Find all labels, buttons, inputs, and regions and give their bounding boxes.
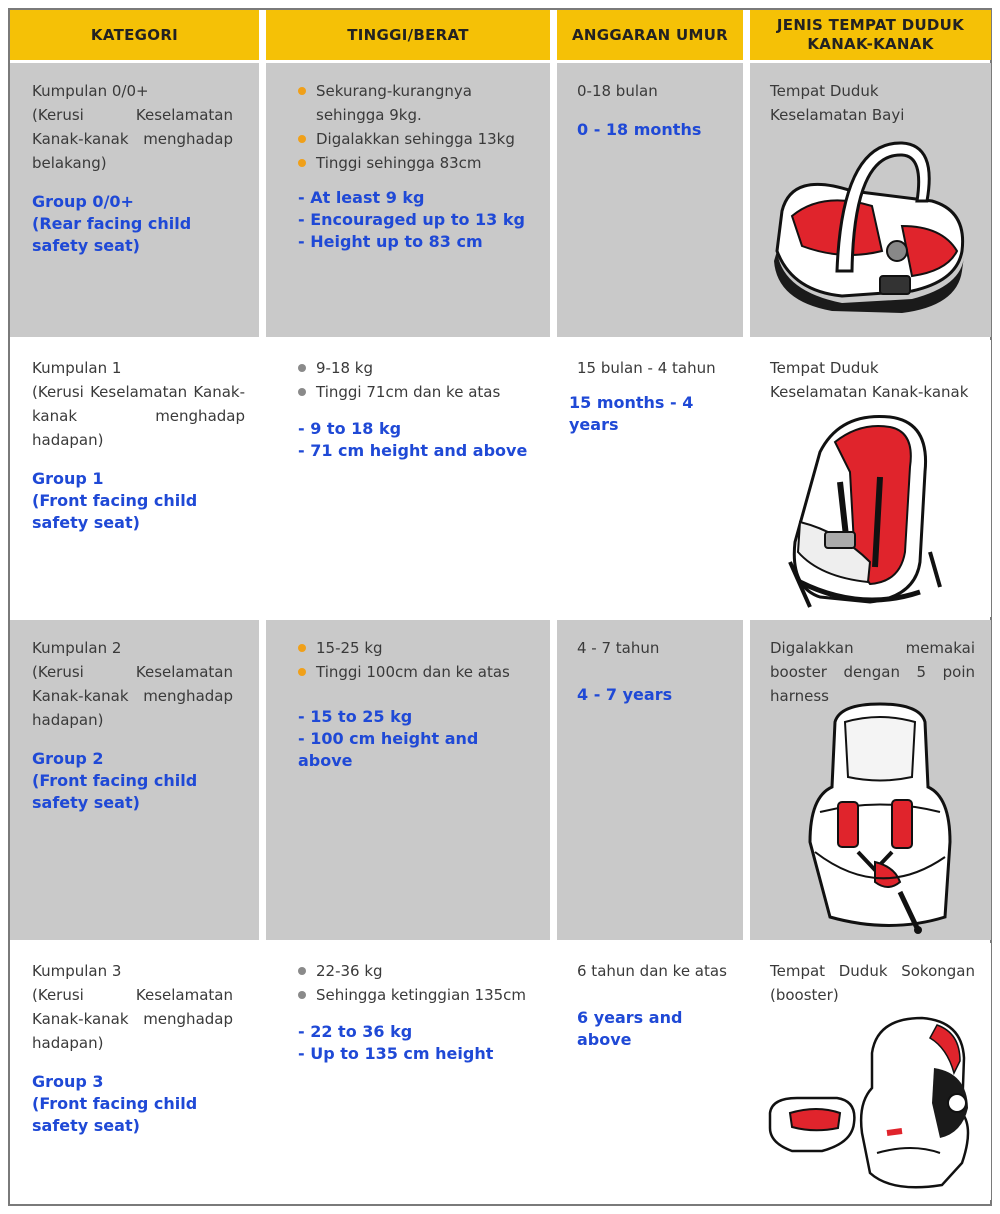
bullet-text: Sekurang-kurangnya sehingga 9kg. (316, 82, 472, 124)
age-cell (557, 63, 743, 337)
category-name: Kumpulan 1 (32, 359, 122, 377)
category-english-line: Group 0/0+ (32, 192, 134, 211)
category-description: (Kerusi Keselamatan Kanak-kanak menghadap hadapan) (32, 663, 233, 729)
category-cell (10, 943, 259, 1200)
weight-bullets (298, 636, 536, 684)
bullet-dot-icon (298, 967, 306, 975)
car-seat-table (8, 8, 992, 1206)
category-description: (Kerusi Keselamatan Kanak-kanak menghadap hadapan) (32, 383, 245, 449)
age-malay: 0-18 bulan (577, 82, 658, 100)
list-item (298, 356, 536, 380)
category-english-line: (Front facing child (32, 771, 198, 790)
age-malay: 4 - 7 tahun (577, 639, 660, 657)
bullet-dot-icon (298, 991, 306, 999)
seat-type-text: Tempat Duduk Sokongan (booster) (770, 962, 975, 1004)
age-malay: 15 bulan - 4 tahun (577, 359, 716, 377)
list-item (298, 151, 536, 175)
bullet-text: 15-25 kg (316, 639, 383, 657)
category-english (32, 748, 233, 814)
weight-bullets (298, 356, 536, 404)
seat-type-cell (750, 340, 991, 617)
seat-type-text: Tempat Duduk Keselamatan Kanak-kanak (770, 359, 969, 401)
age-english: 15 months - 4 years (569, 393, 694, 434)
weight-bullets (298, 959, 536, 1007)
harness-booster-seat-icon (800, 702, 960, 937)
list-item (298, 127, 536, 151)
weight-cell (266, 620, 550, 940)
weight-cell (266, 943, 550, 1200)
weight-english-line: - 15 to 25 kg (298, 707, 413, 726)
category-description: (Kerusi Keselamatan Kanak-kanak menghadap belakang) (32, 106, 233, 172)
age-cell (557, 620, 743, 940)
list-item (298, 79, 536, 127)
weight-cell (266, 340, 550, 617)
list-item (298, 380, 536, 404)
weight-english-line: - 22 to 36 kg (298, 1022, 413, 1041)
bullet-dot-icon (298, 135, 306, 143)
category-cell (10, 620, 259, 940)
weight-english-line: - Height up to 83 cm (298, 232, 483, 251)
weight-english-line: - At least 9 kg (298, 188, 425, 207)
age-malay: 6 tahun dan ke atas (577, 962, 727, 980)
category-cell (10, 340, 259, 617)
category-english-line: (Front facing child (32, 491, 198, 510)
category-cell (10, 63, 259, 337)
bullet-text: Tinggi 71cm dan ke atas (316, 383, 501, 401)
category-english (32, 1071, 233, 1137)
seat-type-text: Tempat Duduk Keselamatan Bayi (770, 82, 905, 124)
bullet-text: Digalakkan sehingga 13kg (316, 130, 515, 148)
header-anggaran-umur: ANGGARAN UMUR (557, 10, 743, 60)
infant-carrier-seat-icon (762, 131, 972, 321)
seat-type-cell (750, 620, 991, 940)
weight-cell (266, 63, 550, 337)
category-name: Kumpulan 0/0+ (32, 82, 149, 100)
bullet-dot-icon (298, 668, 306, 676)
category-english-line: safety seat) (32, 1116, 140, 1135)
seat-type-cell (750, 63, 991, 337)
category-description: (Kerusi Keselamatan Kanak-kanak menghadap hadapan) (32, 986, 233, 1052)
category-english-line: Group 3 (32, 1072, 104, 1091)
weight-english-line: - Encouraged up to 13 kg (298, 210, 525, 229)
weight-english-line: - Up to 135 cm height (298, 1044, 494, 1063)
age-english: 4 - 7 years (577, 685, 673, 704)
category-english-line: Group 1 (32, 469, 104, 488)
header-tinggi-berat: TINGGI/BERAT (266, 10, 550, 60)
category-english-line: (Front facing child (32, 1094, 198, 1113)
child-safety-seat-icon (780, 412, 960, 612)
weight-bullets (298, 79, 536, 175)
age-cell (557, 943, 743, 1200)
category-english-line: Group 2 (32, 749, 104, 768)
age-english: 0 - 18 months (577, 120, 702, 139)
category-english-line: safety seat) (32, 236, 140, 255)
list-item (298, 636, 536, 660)
weight-english-line: - 71 cm height and above (298, 441, 528, 460)
weight-english-line: - 9 to 18 kg (298, 419, 402, 438)
category-name: Kumpulan 3 (32, 962, 122, 980)
bullet-dot-icon (298, 388, 306, 396)
age-english: 6 years and above (577, 1008, 683, 1049)
bullet-text: 22-36 kg (316, 962, 383, 980)
bullet-dot-icon (298, 87, 306, 95)
category-english-line: (Rear facing child (32, 214, 192, 233)
bullet-text: 9-18 kg (316, 359, 374, 377)
weight-english-line: - 100 cm height and above (298, 729, 479, 770)
weight-english (298, 706, 536, 772)
list-item (298, 983, 536, 1007)
weight-english (298, 187, 536, 253)
bullet-text: Sehingga ketinggian 135cm (316, 986, 527, 1004)
age-cell (557, 340, 743, 617)
booster-seat-icon (762, 1013, 976, 1193)
category-english-line: safety seat) (32, 793, 140, 812)
seat-type-cell (750, 943, 991, 1200)
bullet-text: Tinggi sehingga 83cm (316, 154, 482, 172)
weight-english (298, 1021, 536, 1065)
bullet-dot-icon (298, 159, 306, 167)
header-jenis-tempat-duduk: JENIS TEMPAT DUDUK KANAK-KANAK (750, 10, 991, 60)
weight-english (298, 418, 536, 462)
category-english (32, 191, 233, 257)
category-english-line: safety seat) (32, 513, 140, 532)
bullet-dot-icon (298, 364, 306, 372)
seat-type-text: Digalakkan memakai booster dengan 5 poin harness (770, 639, 975, 705)
bullet-text: Tinggi 100cm dan ke atas (316, 663, 510, 681)
header-kategori: KATEGORI (10, 10, 259, 60)
list-item (298, 660, 536, 684)
bullet-dot-icon (298, 644, 306, 652)
category-name: Kumpulan 2 (32, 639, 122, 657)
category-english (32, 468, 245, 534)
list-item (298, 959, 536, 983)
